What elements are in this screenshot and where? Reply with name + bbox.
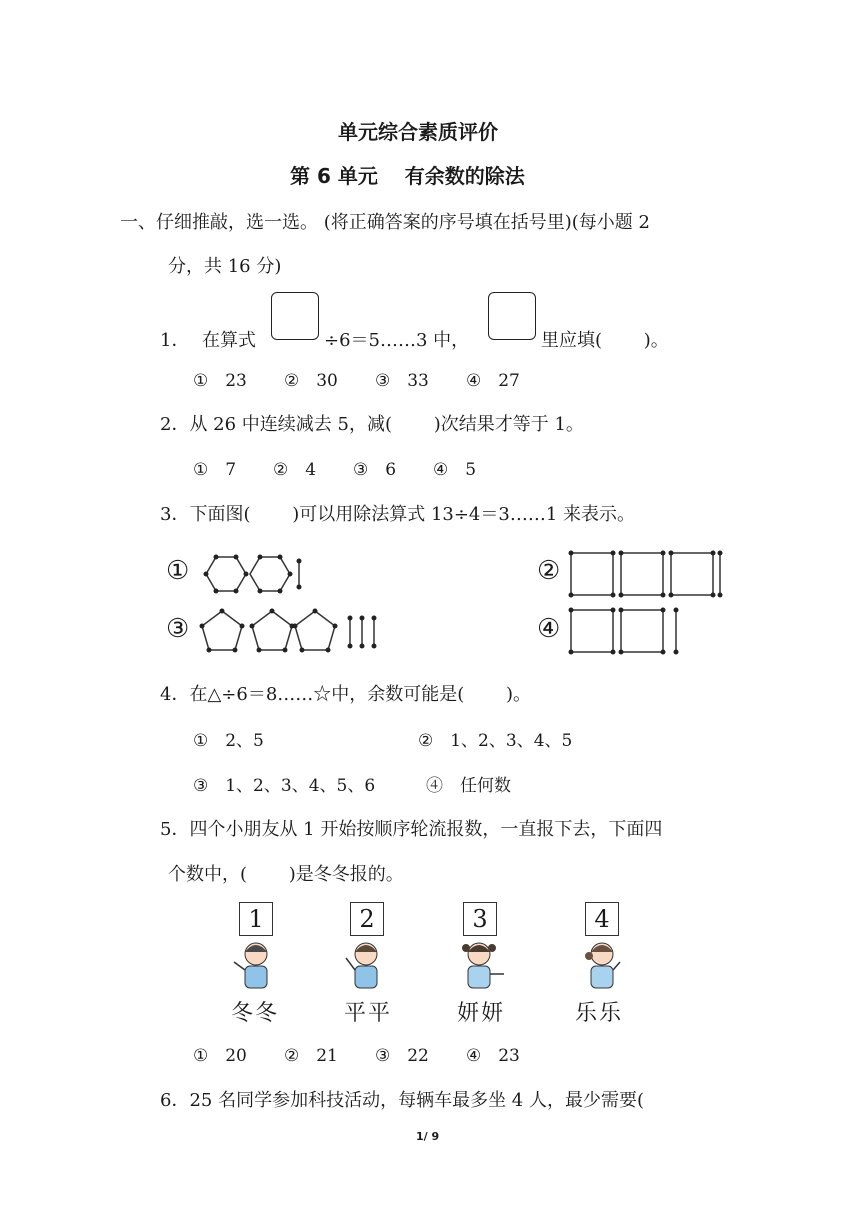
page-subtitle: 第 6 单元 有余数的除法: [290, 164, 525, 188]
q4-option: ① 2、5: [193, 731, 264, 751]
q2-option: ② 4: [273, 460, 317, 480]
q5-kids-illustration: [0, 938, 860, 998]
q2-option: ④ 5: [433, 460, 477, 480]
q5-kid-name: 乐乐: [575, 1001, 624, 1026]
q4-option: ② 1、2、3、4、5: [418, 731, 573, 751]
q1-text-a: 在算式: [202, 330, 256, 351]
q2-option: ① 7: [193, 460, 237, 480]
boy-icon: [346, 943, 377, 988]
q1-option: ④ 27: [466, 371, 520, 391]
q1-number: 1．: [160, 330, 190, 351]
q5-text-line1: 5．四个小朋友从 1 开始按顺序轮流报数，一直报下去，下面四: [160, 819, 663, 840]
boy-icon: [234, 943, 267, 988]
q3-figure-label: ①: [166, 556, 190, 586]
q5-option: ② 21: [284, 1046, 338, 1066]
q3-figure-label: ③: [166, 614, 190, 644]
q5-option: ① 20: [193, 1046, 247, 1066]
section-heading-line1: 一、仔细推敲，选一选。 (将正确答案的序号填在括号里)(每小题 2: [120, 212, 650, 233]
q3-figure-label: ④: [537, 614, 561, 644]
girl-icon: [462, 943, 504, 988]
q5-kid-name: 冬冬: [231, 1001, 280, 1026]
q5-kid-name: 妍妍: [457, 1001, 506, 1026]
q5-number-card: 1: [239, 902, 273, 936]
q5-number-card: 4: [585, 902, 619, 936]
section-heading-line2: 分，共 16 分): [168, 256, 282, 277]
q6-text: 6．25 名同学参加科技活动，每辆车最多坐 4 人，最少需要(: [160, 1090, 644, 1111]
page-title: 单元综合素质评价: [338, 120, 498, 144]
q5-number-card: 2: [350, 902, 384, 936]
q1-text-c: 里应填( )。: [541, 330, 669, 351]
q3-figure-label: ②: [537, 556, 561, 586]
q5-option: ④ 23: [466, 1046, 520, 1066]
q1-option: ② 30: [284, 371, 338, 391]
q4-option: ④ 任何数: [426, 776, 511, 796]
q2-text: 2．从 26 中连续减去 5，减( )次结果才等于 1。: [160, 414, 584, 435]
q1-blank-box-2: [488, 292, 536, 340]
q1-option: ③ 33: [375, 371, 429, 391]
q1-option: ① 23: [193, 371, 247, 391]
q4-text: 4．在△÷6＝8……☆中，余数可能是( )。: [160, 684, 532, 705]
q3-text: 3．下面图( )可以用除法算式 13÷4＝3……1 来表示。: [160, 504, 636, 525]
q4-option: ③ 1、2、3、4、5、6: [193, 776, 376, 796]
q3-figures: [0, 540, 860, 660]
q2-option: ③ 6: [353, 460, 397, 480]
q5-option: ③ 22: [375, 1046, 429, 1066]
girl-icon: [585, 943, 620, 988]
page-number: 1/ 9: [416, 1130, 440, 1143]
q5-number-card: 3: [463, 902, 497, 936]
q5-kid-name: 平平: [344, 1001, 393, 1026]
q5-text-line2: 个数中，( )是冬冬报的。: [168, 864, 404, 885]
q1-text-b: ÷6＝5……3 中，: [324, 330, 470, 351]
q1-blank-box: [271, 292, 319, 340]
